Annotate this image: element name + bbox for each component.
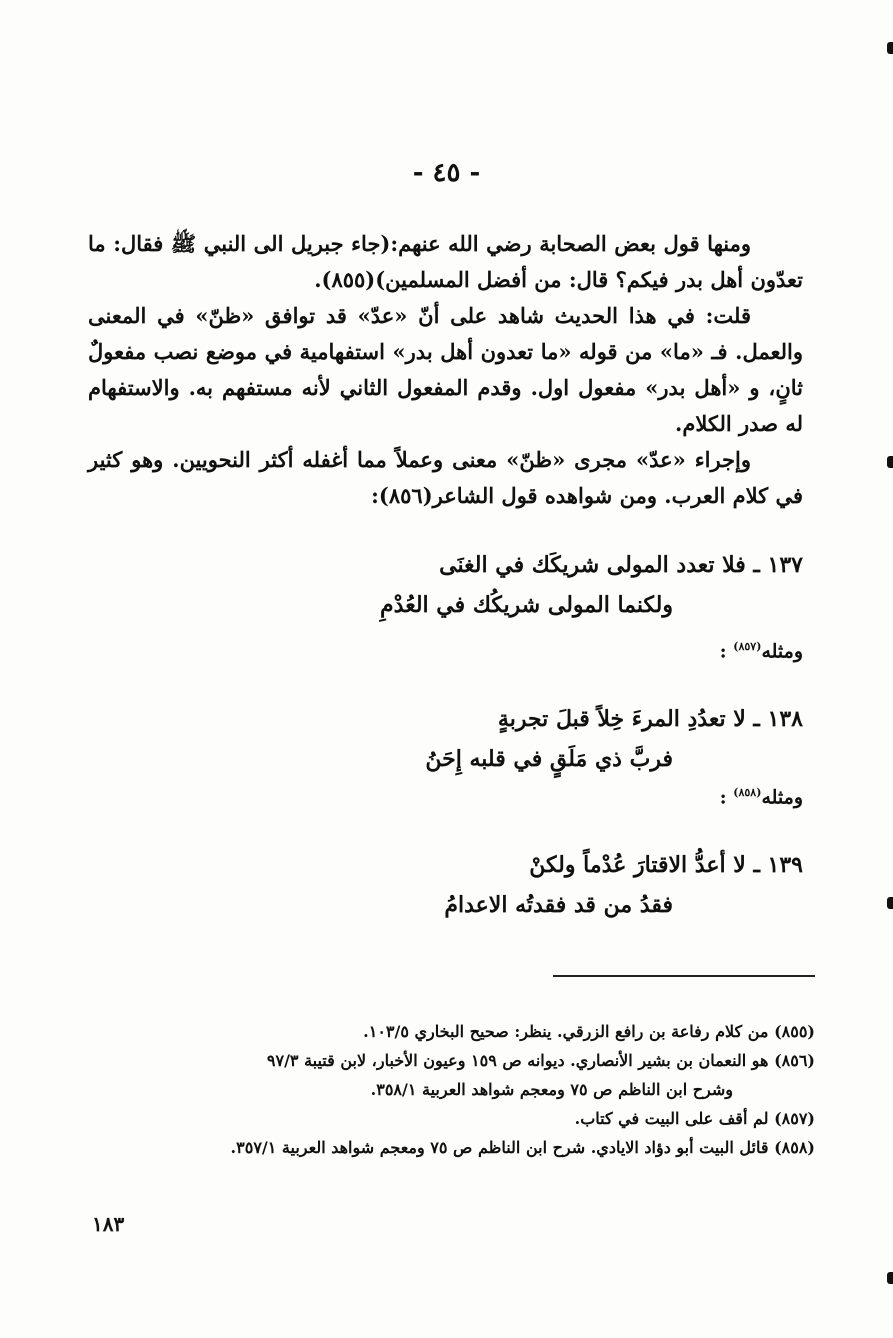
colon: :: [719, 786, 727, 809]
footnote-857: (٨٥٧) لم أقف على البيت في كتاب.: [574, 1109, 815, 1128]
mithluh-label: [720, 640, 803, 662]
scan-edge-mark: [887, 456, 893, 468]
verse-second-hemistich: ولكنما المولى شريكُك في العُدْمِ: [380, 592, 673, 618]
mithluh-word: ومثله: [761, 640, 803, 663]
page-header-number: - ٤٥ -: [412, 158, 481, 188]
verse-first-hemistich: ١٣٧ ـ فلا تعدد المولى شريكَك في الغنَى: [439, 552, 803, 578]
verse-first-hemistich: ١٣٨ ـ لا تعدُدِ المرءَ خِلاً قبلَ تجربةٍ: [497, 706, 803, 732]
colon: :: [719, 640, 727, 663]
paragraph-hadith: ومنها قول بعض الصحابة رضي الله عنهم:(جاء جبريل الى النبي ﷺ فقال: ما تعدّون أهل بدر فيكم؟ قال: من أفضل المسلمين)(٨٥٥).: [88, 231, 803, 292]
footnote-ref: (٨٥٧): [733, 640, 762, 653]
footnote-858: (٨٥٨) قائل البيت أبو دؤاد الايادي. شرح ابن الناظم ص ٧٥ ومعجم شواهد العربية ٣٥٧/١.: [230, 1138, 815, 1157]
footnotes: [100, 1017, 815, 1162]
scan-edge-mark: [887, 42, 893, 54]
paragraph-ijra: وإجراء «عدّ» مجرى «ظنّ» معنى وعملاً مما أغفله أكثر النحويين. وهو كثير في كلام العرب. ومن شواهده قول الشاعر(٨٥٦):: [88, 447, 803, 508]
footnote-ref: (٨٥٨): [733, 786, 762, 799]
mithluh-word: ومثله: [761, 786, 803, 809]
page-footer-number: ١٨٣: [92, 1212, 125, 1236]
verse-second-hemistich: فربَّ ذي مَلَقٍ في قلبه إِحَنُ: [425, 746, 673, 772]
footnote-855: (٨٥٥) من كلام رفاعة بن رافع الزرقي. ينظر: صحيح البخاري ١٠٣/٥.: [363, 1022, 815, 1041]
footnote-separator: [553, 975, 815, 977]
scan-edge-mark: [887, 897, 893, 909]
paragraph-commentary: قلت: في هذا الحديث شاهد على أنّ «عدّ» قد توافق «ظنّ» في المعنى والعمل. فـ «ما» من قوله «ما تعدون أهل بدر» استفهامية في موضع نصب مفعولٌ ثانٍ، و «أهل بدر» مفعول اول. وقدم المفعول الثاني لأنه مستفهم به. والاستفهام له صدر الكلام.: [88, 303, 803, 436]
verse-first-hemistich: ١٣٩ ـ لا أعدُّ الاقتارَ عُدْماً ولكنْ: [529, 852, 803, 878]
main-text: [88, 226, 803, 514]
mithluh-label: [720, 786, 803, 808]
verse-second-hemistich: فقدُ من قد فقدتُه الاعدامُ: [444, 892, 673, 918]
footnote-856: (٨٥٦) هو النعمان بن بشير الأنصاري. ديوانه ص ١٥٩ وعيون الأخبار، لابن قتيبة ٩٧/٣: [266, 1051, 815, 1070]
footnote-856-continued: وشرح ابن الناظم ص ٧٥ ومعجم شواهد العربية ٣٥٨/١.: [370, 1080, 733, 1099]
scan-edge-mark: [887, 1272, 893, 1284]
